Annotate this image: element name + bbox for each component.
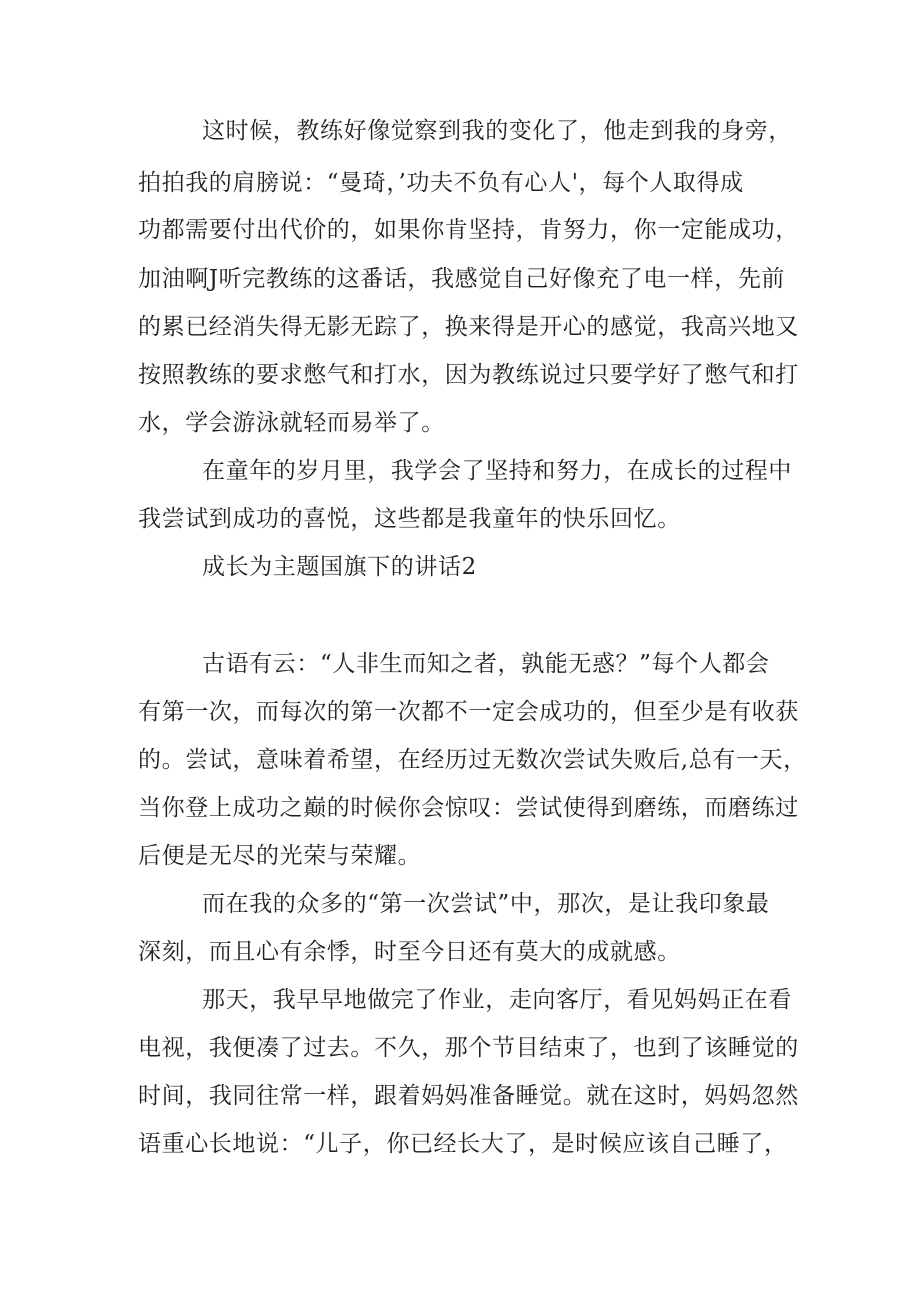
text-line: 有第一次，而每次的第一次都不一定会成功的，但至少是有收获	[138, 699, 799, 725]
text-line: 这时候，教练好像觉察到我的变化了，他走到我的身旁，	[202, 118, 792, 144]
text-line: 语重心长地说：“儿子，你已经长大了，是时候应该自己睡了，	[138, 1131, 788, 1157]
text-line: 古语有云：“人非生而知之者，孰能无惑？”每个人都会	[202, 651, 770, 677]
text-line: 那天，我早早地做完了作业，走向客厅，看见妈妈正在看	[202, 987, 792, 1013]
section-heading: 成长为主题国旗下的讲话2	[202, 554, 477, 580]
text-line: 水，学会游泳就轻而易举了。	[138, 410, 445, 436]
text-line: 深刻，而且心有余悸，时至今日还有莫大的成就感。	[138, 939, 681, 965]
text-line: 功都需要付出代价的，如果你肯坚持，肯努力，你一定能成功，	[138, 217, 799, 243]
text-line: 在童年的岁月里，我学会了坚持和努力，在成长的过程中	[202, 458, 792, 484]
text-line: 的。尝试，意味着希望，在经历过无数次尝试失败后,总有一天，	[138, 747, 807, 773]
text-line: 时间，我同往常一样，跟着妈妈准备睡觉。就在这时，妈妈忽然	[138, 1083, 799, 1109]
text-line: 后便是无尽的光荣与荣耀。	[138, 843, 422, 869]
text-line: 我尝试到成功的喜悦，这些都是我童年的快乐回忆。	[138, 506, 681, 532]
text-line: 而在我的众多的“第一次尝试”中，那次，是让我印象最	[202, 891, 770, 917]
text-line: 的累已经消失得无影无踪了，换来得是开心的感觉，我高兴地又	[138, 314, 799, 340]
text-line: 电视，我便凑了过去。不久，那个节目结束了，也到了该睡觉的	[138, 1035, 799, 1061]
text-line: 当你登上成功之巅的时候你会惊叹：尝试使得到磨练，而磨练过	[138, 795, 799, 821]
text-line: 拍拍我的肩膀说：“曼琦，’功夫不负有心人'，每个人取得成	[138, 170, 744, 196]
text-line: 加油啊J听完教练的这番话，我感觉自己好像充了电一样，先前	[138, 266, 786, 292]
text-line: 按照教练的要求憋气和打水，因为教练说过只要学好了憋气和打	[138, 362, 799, 388]
